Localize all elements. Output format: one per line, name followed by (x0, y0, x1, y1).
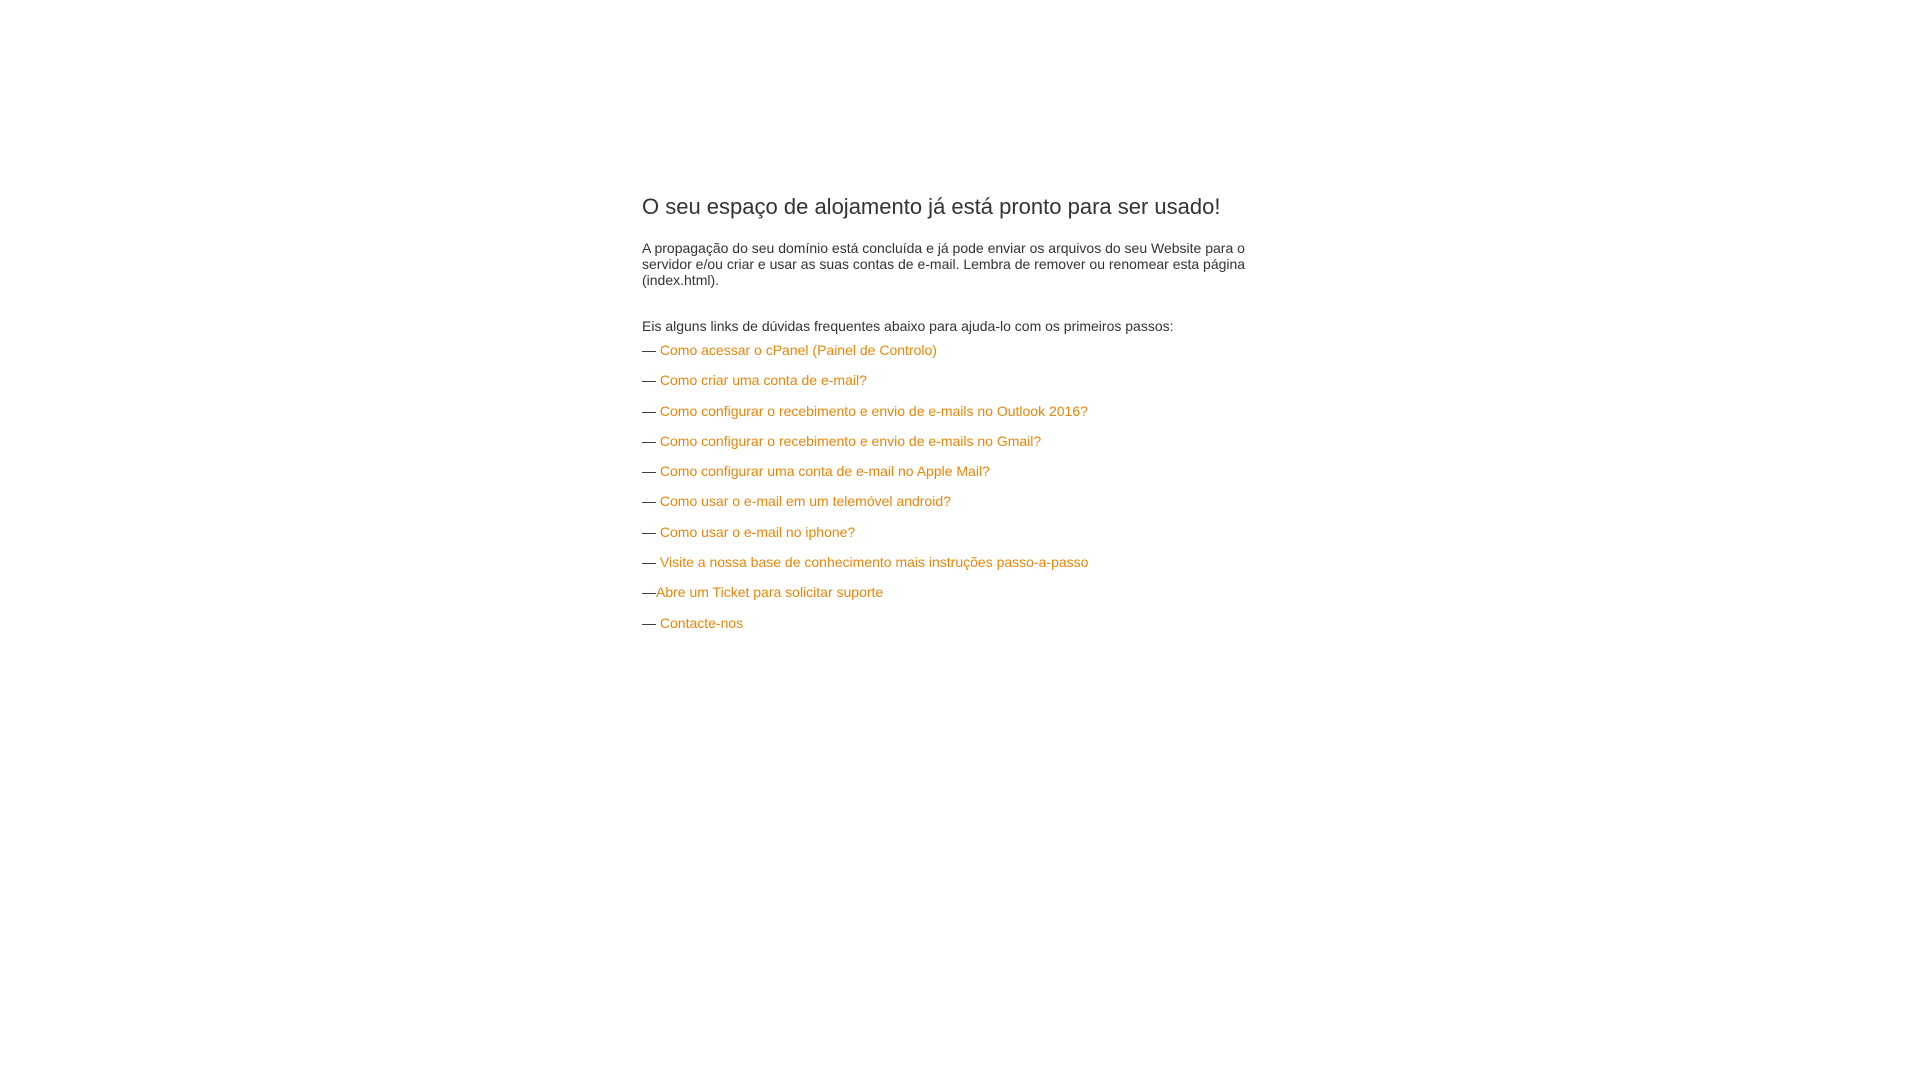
link-contact-us[interactable]: Contacte-nos (659, 614, 744, 631)
link-iphone-email[interactable]: Como usar o e-mail no iphone? (659, 523, 856, 540)
dash-separator: — (642, 463, 656, 480)
list-item (642, 372, 1292, 388)
content-container (642, 192, 1292, 645)
list-item (642, 554, 1292, 570)
list-item (642, 433, 1292, 449)
dash-separator: — (642, 523, 656, 540)
link-android-email[interactable]: Como usar o e-mail em um telemóvel android? (659, 493, 951, 510)
dash-separator: — (642, 493, 656, 510)
dash-separator: — (642, 432, 656, 449)
link-open-ticket[interactable]: Abre um Ticket para solicitar suporte (656, 584, 884, 601)
link-knowledge-base[interactable]: Visite a nossa base de conhecimento mais instruções passo-a-passo (659, 554, 1089, 571)
list-item (642, 463, 1292, 479)
faq-links-list (642, 342, 1292, 631)
list-item (642, 342, 1292, 358)
page-title: O seu espaço de alojamento já está pronto para ser usado! (642, 194, 1221, 219)
dash-separator: — (642, 372, 656, 389)
dash-separator: — (642, 342, 656, 358)
links-lead-text: Eis alguns links de dúvidas frequentes abaixo para ajuda-lo com os primeiros passos: (642, 318, 1174, 334)
link-cpanel-access[interactable]: Como acessar o cPanel (Painel de Controlo) (659, 342, 937, 358)
link-outlook-2016-setup[interactable]: Como configurar o recebimento e envio de e-mails no Outlook 2016? (659, 402, 1088, 419)
dash-separator: — (642, 554, 656, 571)
link-apple-mail-setup[interactable]: Como configurar uma conta de e-mail no Apple Mail? (659, 463, 990, 480)
dash-separator: — (642, 584, 656, 601)
list-item (642, 584, 1292, 600)
list-item (642, 524, 1292, 540)
intro-paragraph: A propagação do seu domínio está concluída e já pode enviar os arquivos do seu Website para o servidor e/ou criar e usar as suas contas de e-mail. Lembra de remover ou renomear esta página (index.html). (642, 240, 1246, 288)
list-item (642, 493, 1292, 509)
link-create-email-account[interactable]: Como criar uma conta de e-mail? (659, 372, 867, 389)
link-gmail-setup[interactable]: Como configurar o recebimento e envio de e-mails no Gmail? (659, 432, 1042, 449)
list-item (642, 403, 1292, 419)
list-item (642, 615, 1292, 631)
dash-separator: — (642, 614, 656, 631)
dash-separator: — (642, 402, 656, 419)
